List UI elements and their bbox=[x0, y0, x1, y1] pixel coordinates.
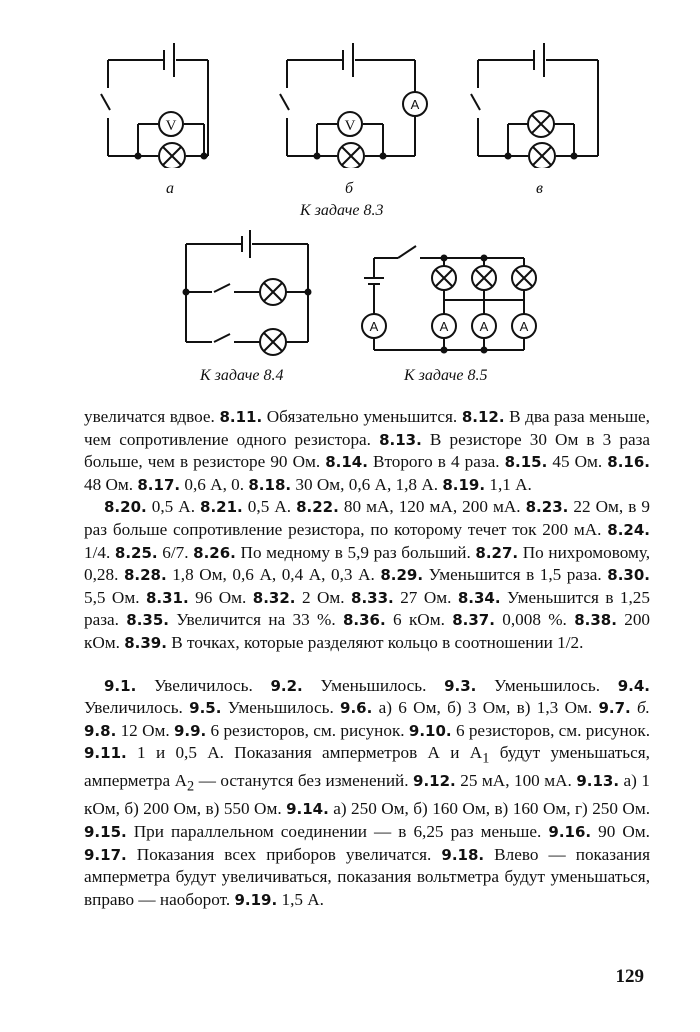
answer-text: Уменьшится в 1,5 раза. bbox=[423, 565, 608, 585]
problem-number: 8.26. bbox=[193, 543, 236, 562]
fig-label-a: а bbox=[166, 180, 174, 197]
problem-number: 9.10. bbox=[408, 721, 452, 740]
answer-text: Увеличится на 33 %. bbox=[168, 610, 343, 630]
answer-text: — останутся без изменений. bbox=[194, 771, 414, 791]
answer-text: Увеличилось. bbox=[136, 675, 271, 695]
answer-text: Уменьшилось. bbox=[221, 698, 341, 718]
answer-text: 12 Ом. bbox=[116, 720, 174, 740]
problem-number: 8.21. bbox=[200, 498, 243, 517]
answer-text: По медному в 5,9 раз больший. bbox=[235, 542, 476, 562]
answer-text: 48 Ом. bbox=[84, 474, 138, 494]
problem-number: 8.27. bbox=[475, 543, 519, 562]
answer-text: 1,8 Ом, 0,6 А, 0,4 А, 0,3 А. bbox=[166, 565, 381, 585]
ammeter-label-1: A bbox=[369, 319, 379, 334]
problem-number: 9.5. bbox=[189, 699, 222, 718]
answer-text: 6 кОм. bbox=[385, 610, 453, 630]
problem-number: 9.16. bbox=[548, 822, 592, 841]
answer-text: По нихромовому, 0,28. bbox=[84, 542, 651, 585]
problem-number: 9.4. bbox=[617, 676, 651, 695]
answer-text: 6 резисторов, см. рисунок. bbox=[451, 720, 650, 740]
problem-number: 8.39. bbox=[124, 633, 167, 652]
answer-text: Обязательно уменьшится. bbox=[262, 407, 462, 426]
problem-number: 9.8. bbox=[84, 721, 117, 740]
circuit-8-5 bbox=[356, 238, 546, 358]
answer-text: В точках, которые разделяют кольцо в соотношении 1/2. bbox=[166, 632, 584, 652]
answer-text: 30 Ом, 0,6 А, 1,8 А. bbox=[291, 474, 443, 494]
circuit-8-4 bbox=[178, 228, 318, 358]
caption-8-3: К задаче 8.3 bbox=[300, 202, 384, 219]
answer-text: В два раза меньше, чем сопротивление одного резистора. bbox=[84, 407, 650, 449]
problem-number: 8.14. bbox=[325, 453, 368, 472]
problem-number: 8.33. bbox=[351, 588, 394, 607]
problem-number: 8.35. bbox=[126, 611, 169, 630]
answer-text: 200 кОм. bbox=[84, 610, 651, 652]
problem-number: 8.15. bbox=[504, 453, 548, 472]
problem-number: 8.31. bbox=[145, 588, 189, 607]
problem-number: 9.12. bbox=[413, 772, 456, 791]
answer-text: 90 Ом. bbox=[591, 821, 650, 841]
problem-number: 8.36. bbox=[342, 611, 386, 630]
answer-text: а) 250 Ом, б) 160 Ом, в) 160 Ом, г) 250 Ом. bbox=[328, 799, 650, 819]
voltmeter-label-b: V bbox=[344, 118, 356, 134]
answer-text: 0,5 А. bbox=[146, 497, 201, 517]
answers-8-para-2 bbox=[84, 496, 650, 654]
problem-number: 8.29. bbox=[380, 566, 424, 585]
answer-text: увеличатся вдвое. bbox=[84, 407, 220, 426]
answer-text: 96 Ом. bbox=[188, 587, 253, 607]
problem-number: 8.30. bbox=[607, 566, 650, 585]
problem-number: 8.22. bbox=[296, 498, 339, 517]
problem-number: 9.19. bbox=[234, 890, 278, 909]
problem-number: 9.13. bbox=[576, 772, 620, 791]
answer-text: Уменьшилось. bbox=[302, 675, 445, 695]
answer-text: 6 резисторов, см. рисунок. bbox=[206, 720, 409, 740]
fig-label-c: в bbox=[536, 180, 543, 197]
ammeter-label-3: A bbox=[479, 319, 489, 334]
problem-number: 8.34. bbox=[457, 588, 501, 607]
answers-body bbox=[84, 406, 650, 911]
subscript: 1 bbox=[482, 750, 490, 767]
problem-number: 8.37. bbox=[452, 611, 495, 630]
answer-text: 1,1 А. bbox=[485, 474, 532, 494]
problem-number: 9.3. bbox=[444, 676, 477, 695]
problem-number: 8.20. bbox=[104, 498, 147, 517]
problem-number: 9.2. bbox=[270, 676, 303, 695]
answer-text: 5,5 Ом. bbox=[84, 587, 146, 607]
problem-number: 9.17. bbox=[84, 845, 127, 864]
problem-number: 8.17. bbox=[137, 475, 181, 494]
caption-8-5: К задаче 8.5 bbox=[404, 367, 488, 384]
answer-text: 45 Ом. bbox=[547, 452, 608, 472]
answer-text: Второго в 4 раза. bbox=[367, 452, 505, 472]
answer-text: В резисторе 30 Ом в 3 раза больше, чем в резисторе 90 Ом. bbox=[84, 429, 650, 472]
ammeter-label-b: A bbox=[410, 97, 420, 112]
ammeter-label-4: A bbox=[519, 319, 529, 334]
circuit-8-3-a bbox=[96, 38, 226, 168]
problem-number: 9.7. bbox=[598, 699, 631, 718]
answer-text: 1,5 А. bbox=[277, 889, 324, 909]
answers-8-para-1 bbox=[84, 406, 650, 496]
problem-number: 9.9. bbox=[173, 721, 207, 740]
problem-number: 9.11. bbox=[84, 744, 127, 763]
answer-text: 6/7. bbox=[157, 542, 194, 562]
answer-text: Уменьшится в 1,25 раза. bbox=[84, 587, 650, 630]
problem-number: 8.19. bbox=[442, 475, 486, 494]
problem-number: 8.32. bbox=[252, 588, 296, 607]
answer-text: будут уменьшаться, амперметра А bbox=[84, 743, 650, 791]
problem-number: 9.1. bbox=[104, 676, 137, 695]
circuit-8-3-c bbox=[466, 38, 606, 168]
problem-number: 8.11. bbox=[219, 408, 263, 426]
answers-9-para bbox=[84, 675, 650, 912]
answer-text: Уменьшилось. bbox=[476, 675, 618, 695]
problem-number: 9.15. bbox=[84, 822, 127, 841]
answer-text: При параллельном соединении — в 6,25 раз меньше. bbox=[126, 821, 549, 841]
answer-text: 0,008 %. bbox=[494, 610, 575, 630]
answer-text: 80 мА, 120 мА, 200 мА. bbox=[338, 497, 526, 517]
problem-number: 8.24. bbox=[607, 520, 650, 539]
answer-text: Влево — показания амперметра будут увеличиваться, показания вольтметра будут уменьшаться, вправо — наоборот. bbox=[84, 844, 650, 909]
problem-number: 9.18. bbox=[441, 845, 485, 864]
ammeter-label-2: A bbox=[439, 319, 449, 334]
problem-number: 8.38. bbox=[574, 611, 617, 630]
problem-number: 8.23. bbox=[525, 498, 569, 517]
voltmeter-label-a: V bbox=[165, 118, 177, 134]
fig-label-b: б bbox=[345, 180, 354, 197]
problem-number: 9.14. bbox=[286, 800, 329, 819]
caption-8-4: К задаче 8.4 bbox=[200, 367, 284, 384]
answer-text: 1 и 0,5 А. Показания амперметров А и А bbox=[126, 743, 483, 763]
answer-text: а) 1 кОм, б) 200 Ом, в) 550 Ом. bbox=[84, 771, 650, 819]
answer-text: б. bbox=[630, 698, 650, 718]
problem-number: 8.18. bbox=[248, 475, 292, 494]
answer-text: Показания всех приборов увеличатся. bbox=[126, 844, 442, 864]
page-number: 129 bbox=[615, 966, 644, 987]
answer-text: 25 мА, 100 мА. bbox=[455, 771, 577, 791]
answer-text: 1/4. bbox=[84, 542, 115, 562]
problem-number: 8.25. bbox=[114, 543, 158, 562]
answer-text: 22 Ом, в 9 раз больше сопротивление резистора, по которому течет ток 200 мА. bbox=[84, 497, 650, 539]
answer-text: а) 6 Ом, б) 3 Ом, в) 1,3 Ом. bbox=[372, 698, 599, 718]
circuit-8-3-b bbox=[275, 38, 435, 168]
subscript: 2 bbox=[187, 778, 195, 795]
answer-text: 2 Ом. bbox=[295, 587, 352, 607]
answer-text: 0,6 А, 0. bbox=[180, 474, 249, 494]
answer-text: 0,5 А. bbox=[242, 497, 297, 517]
problem-number: 8.13. bbox=[379, 430, 422, 449]
answer-text: Увеличилось. bbox=[84, 698, 190, 718]
problem-number: 8.16. bbox=[607, 453, 650, 472]
problem-number: 9.6. bbox=[340, 699, 373, 718]
answer-text: 27 Ом. bbox=[393, 587, 458, 607]
problem-number: 8.12. bbox=[461, 408, 505, 426]
problem-number: 8.28. bbox=[123, 566, 167, 585]
